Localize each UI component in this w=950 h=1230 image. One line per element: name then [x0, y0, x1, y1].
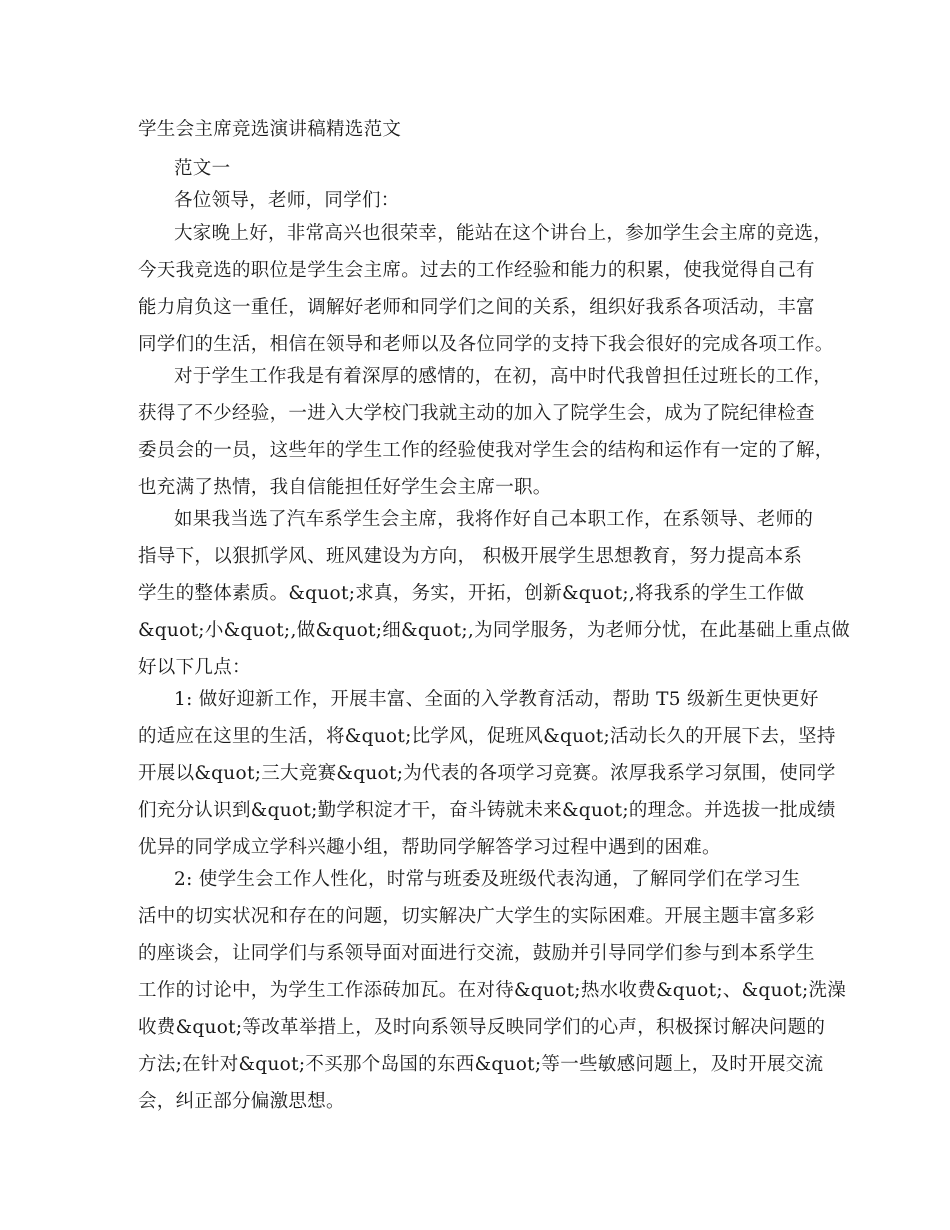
salutation: 各位领导，老师，同学们： — [174, 190, 400, 211]
body-line: 好以下几点： — [138, 657, 251, 678]
list-item-2: 2: 使学生会工作人性化，时常与班委及班级代表沟通，了解同学们在学习生 — [174, 869, 801, 890]
body-line: 会，纠正部分偏激思想。 — [138, 1091, 345, 1112]
body-line: 能力肩负这一重任，调解好老师和同学们之间的关系，组织好我系各项活动，丰富 — [138, 297, 815, 318]
body-line: 活中的切实状况和存在的问题，切实解决广大学生的实际困难。开展主题丰富多彩 — [138, 906, 815, 927]
body-line: 同学们的生活，相信在领导和老师以及各位同学的支持下我会很好的完成各项工作。 — [138, 334, 834, 355]
body-line: 今天我竞选的职位是学生会主席。过去的工作经验和能力的积累，使我觉得自己有 — [138, 260, 815, 281]
section-heading: 范文一 — [174, 158, 231, 179]
body-line: 们充分认识到&quot;勤学积淀才干，奋斗铸就未来&quot;的理念。并选拔一批成绩 — [138, 800, 836, 821]
body-line: 获得了不少经验，一进入大学校门我就主动的加入了院学生会，成为了院纪律检查 — [138, 403, 815, 424]
body-line: 也充满了热情，我自信能担任好学生会主席一职。 — [138, 477, 552, 498]
body-line: 方法;在针对&quot;不买那个岛国的东西&quot;等一些敏感问题上，及时开展交流 — [138, 1054, 824, 1075]
body-line: 对于学生工作我是有着深厚的感情的，在初，高中时代我曾担任过班长的工作， — [174, 366, 833, 387]
list-item-1: 1: 做好迎新工作，开展丰富、全面的入学教育活动，帮助 T5 级新生更快更好 — [174, 689, 819, 710]
body-line: 的座谈会，让同学们与系领导面对面进行交流，鼓励并引导同学们参与到本系学生 — [138, 943, 815, 964]
body-line: 收费&quot;等改革举措上，及时向系领导反映同学们的心声，积极探讨解决问题的 — [138, 1017, 826, 1038]
body-line: 指导下，以狠抓学风、班风建设为方向， 积极开展学生思想教育，努力提高本系 — [138, 546, 803, 567]
body-line: 委员会的一员，这些年的学生工作的经验使我对学生会的结构和运作有一定的了解， — [138, 440, 834, 461]
body-line: 如果我当选了汽车系学生会主席，我将作好自己本职工作，在系领导、老师的 — [174, 509, 814, 530]
body-line: 工作的讨论中，为学生工作添砖加瓦。在对待&quot;热水收费&quot;、&quot;洗澡 — [138, 980, 847, 1001]
body-line: 开展以&quot;三大竞赛&quot;为代表的各项学习竞赛。浓厚我系学习氛围，使同学 — [138, 763, 836, 784]
body-line: &quot;小&quot;,做&quot;细&quot;,为同学服务，为老师分忧，在此基础上重点做 — [138, 620, 851, 641]
document-title: 学生会主席竞选演讲稿精选范文 — [138, 119, 402, 140]
body-line: 的适应在这里的生活，将&quot;比学风，促班风&quot;活动长久的开展下去，坚持 — [138, 726, 836, 747]
body-line: 学生的整体素质。&quot;求真，务实，开拓，创新&quot;,将我系的学生工作做 — [138, 583, 805, 604]
body-line: 大家晚上好，非常高兴也很荣幸，能站在这个讲台上，参加学生会主席的竞选， — [174, 223, 833, 244]
body-line: 优异的同学成立学科兴趣小组，帮助同学解答学习过程中遇到的困难。 — [138, 837, 721, 858]
